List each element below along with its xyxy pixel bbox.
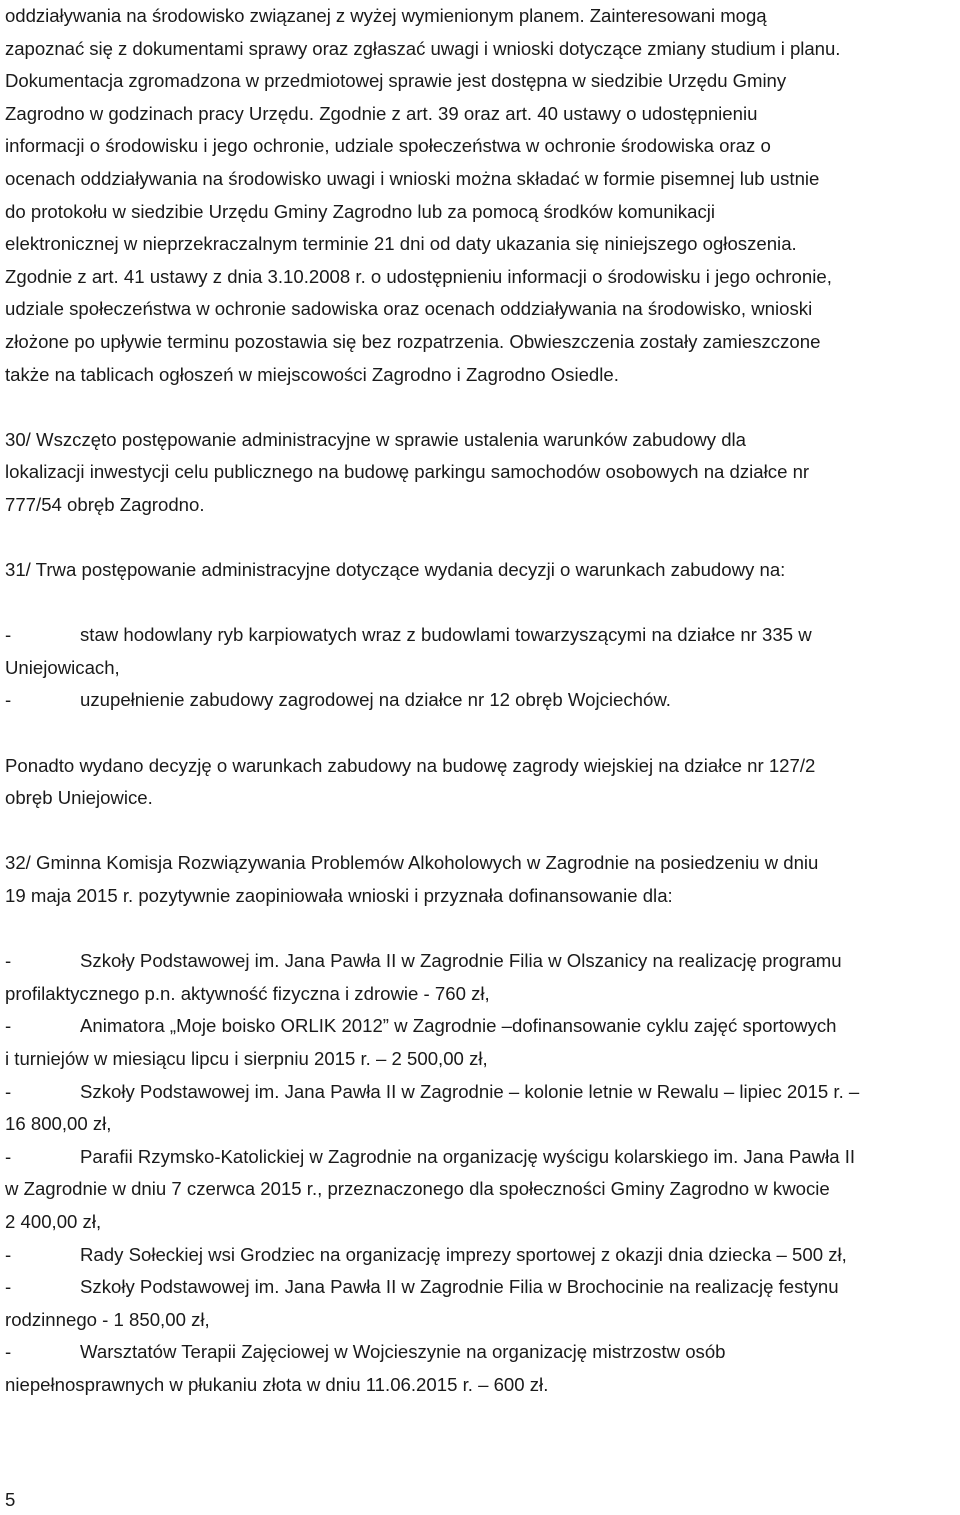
text-line: Ponadto wydano decyzję o warunkach zabudowy na budowę zagrody wiejskiej na działce nr 127/2	[5, 754, 816, 776]
list-item	[5, 1336, 957, 1401]
section-heading: 31/ Trwa postępowanie administracyjne dotyczące wydania decyzji o warunkach zabudowy na:	[5, 559, 786, 581]
list-item	[5, 1076, 957, 1141]
section-30	[5, 424, 957, 522]
text-line: obręb Uniejowice.	[5, 787, 153, 809]
list-dash: -	[5, 950, 12, 972]
text-line: do protokołu w siedzibie Urzędu Gminy Zagrodno lub za pomocą środków komunikacji	[5, 200, 716, 222]
document-page	[5, 0, 957, 1402]
text-line: Dokumentacja zgromadzona w przedmiotowej sprawie jest dostępna w siedzibie Urzędu Gminy	[5, 70, 787, 92]
intro-paragraph	[5, 0, 957, 391]
list-item	[5, 1010, 957, 1075]
list-item	[5, 1271, 957, 1336]
list-item-continuation: rodzinnego - 1 850,00 zł,	[5, 1308, 210, 1330]
text-line: Zgodnie z art. 41 ustawy z dnia 3.10.2008 r. o udostępnieniu informacji o środowisku i jego ochronie,	[5, 265, 832, 287]
text-line: oddziaływania na środowisko związanej z wyżej wymienionym planem. Zainteresowani mogą	[5, 5, 767, 26]
list-item	[5, 1239, 957, 1272]
list-item-text: Warsztatów Terapii Zajęciowej w Wojcieszynie na organizację mistrzostw osób	[80, 1341, 726, 1363]
list-item-text: Rady Sołeckiej wsi Grodziec na organizację imprezy sportowej z okazji dnia dziecka – 500 zł,	[80, 1243, 847, 1265]
text-line: także na tablicach ogłoszeń w miejscowości Zagrodno i Zagrodno Osiedle.	[5, 363, 619, 385]
text-line: 32/ Gminna Komisja Rozwiązywania Problemów Alkoholowych w Zagrodnie na posiedzeniu w dniu	[5, 852, 819, 874]
list-item	[5, 684, 957, 717]
list-item	[5, 1141, 957, 1239]
list-item-continuation: 2 400,00 zł,	[5, 1210, 102, 1232]
text-line: elektronicznej w nieprzekraczalnym terminie 21 dni od daty ukazania się niniejszego ogłoszenia.	[5, 233, 797, 255]
text-line: ocenach oddziaływania na środowisko uwagi i wnioski można składać w formie pisemnej lub ustnie	[5, 167, 820, 189]
list-item	[5, 619, 957, 684]
list-item-continuation: profilaktycznego p.n. aktywność fizyczna i zdrowie - 760 zł,	[5, 982, 490, 1004]
list-item-text: Parafii Rzymsko-Katolickiej w Zagrodnie na organizację wyścigu kolarskiego im. Jana Pawła II	[80, 1145, 856, 1167]
list-dash: -	[5, 1145, 12, 1167]
list-item-continuation: niepełnosprawnych w płukaniu złota w dniu 11.06.2015 r. – 600 zł.	[5, 1373, 549, 1395]
list-item-continuation: w Zagrodnie w dniu 7 czerwca 2015 r., przeznaczonego dla społeczności Gminy Zagrodno w kwocie	[5, 1178, 830, 1200]
text-line: Zagrodno w godzinach pracy Urzędu. Zgodnie z art. 39 oraz art. 40 ustawy o udostępnieniu	[5, 102, 758, 124]
list-item-text: Szkoły Podstawowej im. Jana Pawła II w Zagrodnie – kolonie letnie w Rewalu – lipiec 2015 r. –	[80, 1080, 860, 1102]
text-line: 19 maja 2015 r. pozytywnie zaopiniowała wnioski i przyznała dofinansowanie dla:	[5, 885, 673, 907]
list-item-continuation: i turniejów w miesiącu lipcu i sierpniu 2015 r. – 2 500,00 zł,	[5, 1048, 488, 1069]
list-item-text: Szkoły Podstawowej im. Jana Pawła II w Zagrodnie Filia w Brochocinie na realizację festynu	[80, 1276, 839, 1298]
list-item	[5, 945, 957, 1010]
text-line: informacji o środowisku i jego ochronie, udziale społeczeństwa w ochronie środowiska oraz o	[5, 135, 771, 157]
page-number: 5	[5, 1489, 16, 1510]
list-dash: -	[5, 1015, 12, 1037]
list-dash: -	[5, 1276, 12, 1298]
text-line: udziale społeczeństwa w ochronie sadowiska oraz ocenach oddziaływania na środowisko, wnioski	[5, 298, 813, 320]
list-item-text: Szkoły Podstawowej im. Jana Pawła II w Zagrodnie Filia w Olszanicy na realizację programu	[80, 950, 842, 972]
list-dash: -	[5, 1243, 12, 1265]
list-item-text: Animatora „Moje boisko ORLIK 2012” w Zagrodnie –dofinansowanie cyklu zajęć sportowych	[80, 1015, 837, 1037]
list-dash: -	[5, 689, 12, 711]
list-dash: -	[5, 1080, 12, 1102]
list-item-text: staw hodowlany ryb karpiowatych wraz z budowlami towarzyszącymi na działce nr 335 w	[80, 624, 812, 646]
text-line: złożone po upływie terminu pozostawia się bez rozpatrzenia. Obwieszczenia zostały zamieszczone	[5, 330, 821, 352]
list-dash: -	[5, 1341, 12, 1363]
text-line: 30/ Wszczęto postępowanie administracyjne w sprawie ustalenia warunków zabudowy dla	[5, 428, 747, 450]
text-line: zapoznać się z dokumentami sprawy oraz zgłaszać uwagi i wnioski dotyczące zmiany studium i planu.	[5, 37, 841, 59]
section-31	[5, 554, 957, 815]
list-item-text: uzupełnienie zabudowy zagrodowej na działce nr 12 obręb Wojciechów.	[80, 689, 671, 711]
list-dash: -	[5, 624, 12, 646]
section-32	[5, 847, 957, 1401]
list-item-continuation: Uniejowicach,	[5, 656, 120, 678]
text-line: 777/54 obręb Zagrodno.	[5, 493, 205, 515]
text-line: lokalizacji inwestycji celu publicznego na budowę parkingu samochodów osobowych na działce nr	[5, 461, 810, 483]
list-item-continuation: 16 800,00 zł,	[5, 1113, 112, 1135]
